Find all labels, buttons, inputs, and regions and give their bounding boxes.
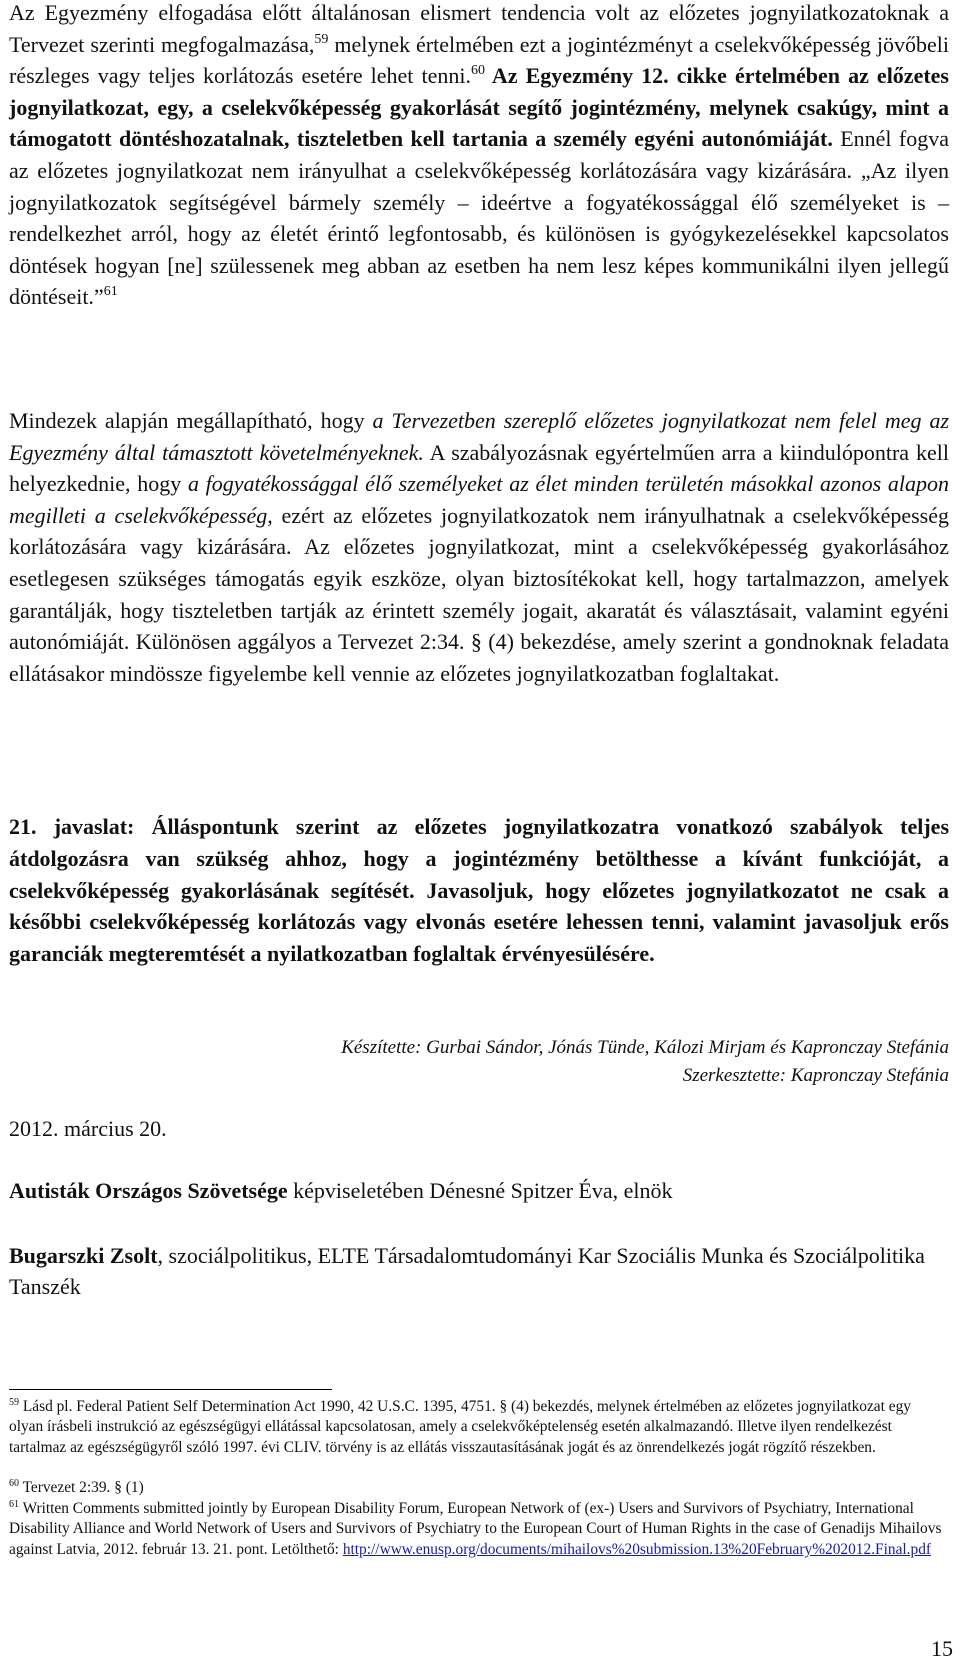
- p2-italic-b: a fogyatékossággal élő személyeket az élet minden területén másokkal azonos alapon megilleti a cselekvőképesség: [9, 471, 949, 528]
- signatory-1: [9, 1175, 949, 1206]
- signatory-2-role: , szociálpolitikus, ELTE Társadalomtudományi Kar Szociális Munka és Szociálpolitika Tanszék: [9, 1243, 925, 1299]
- footnote-61-text: Written Comments submitted jointly by European Disability Forum, European Network of (ex-) Users and Survivors of Psychiatry, International Disability Alliance and World Network of Users and Survivors of Psychiatry to the European Court of Human Rights in the case of Genadijs Mihailovs against Latvia, 2012. február 13. 21. pont. Letölthető:: [9, 1500, 942, 1558]
- edited-by: Szerkesztette: Kapronczay Stefánia: [682, 1065, 949, 1086]
- signatory-2-name: Bugarszki Zsolt: [9, 1243, 158, 1268]
- p2-italic-a: a Tervezetben szereplő előzetes jognyilatkozat nem felel meg az Egyezmény által támasztott követelményeknek.: [9, 408, 950, 465]
- footnote-60-number: 60: [9, 1478, 19, 1489]
- document-date: 2012. március 20.: [9, 1116, 167, 1141]
- p1-text-c: Ennél fogva az előzetes jognyilatkozat nem irányulhat a cselekvőképesség korlátozására vagy kizárására. „Az ilyen jognyilatkozatok segítségével bármely személy – ideértve a fogyatékossággal élő személyeket is – rendelkezhet arról, hogy az életét érintő legfontosabb, és különösen is gyógykezelésekkel kapcsolatos döntések hogyan [ne] szülessenek meg abban az esetben ha nem lesz képes kommunikálni ilyen jellegű döntéseit.”: [9, 126, 949, 310]
- footnote-ref-61[interactable]: 61: [103, 284, 118, 300]
- footnote-60: [9, 1478, 949, 1498]
- footnote-59-number: 59: [9, 1397, 19, 1408]
- signatory-1-role: képviseletében Dénesné Spitzer Éva, elnök: [287, 1178, 673, 1203]
- signatory-2: [9, 1240, 949, 1302]
- proposal-label: javaslat:: [53, 814, 135, 839]
- footnote-61: [9, 1499, 949, 1560]
- p1-text-b: melynek értelmében ezt a jogintézményt a cselekvőképesség jövőbeli részleges vagy teljes korlátozás esetére lehet tenni.: [9, 31, 949, 89]
- paragraph-advance-directive: [9, 0, 949, 313]
- p1-bold-text: Az Egyezmény 12. cikke értelmében az előzetes jognyilatkozat, egy, a cselekvőképesség gyakorlását segítő jogintézmény, melynek csakúgy, mint a támogatott döntéshozatalnak, tiszteletben kell tartania a személy egyéni autonómiáját.: [9, 63, 949, 152]
- footnote-ref-60[interactable]: 60: [470, 63, 485, 79]
- signatory-1-name: Autisták Országos Szövetsége: [9, 1178, 288, 1203]
- proposal-text: Álláspontunk szerint az előzetes jognyilatkozatra vonatkozó szabályok teljes átdolgozásra van szükség ahhoz, hogy a jogintézmény betölthesse a kívánt funkcióját, a cselekvőképesség gyakorlásának segítését. Javasoljuk, hogy előzetes jognyilatkozatot ne csak a későbbi cselekvőképesség korlátozás vagy elvonás esetére lehessen tenni, valamint javasoljuk erős garanciák megteremtését a nyilatkozatban foglaltak érvényesülésére.: [9, 814, 950, 967]
- footnote-60-text: Tervezet 2:39. § (1): [19, 1479, 144, 1496]
- p1-text-a: Az Egyezmény elfogadása előtt általánosan elismert tendencia volt az előzetes jognyilatkozatoknak a Tervezet szerinti megfogalmazása,: [9, 0, 949, 57]
- p2-text-b: A szabályozásnak egyértelműen arra a kiindulópontra kell helyezkednie, hogy: [9, 439, 949, 497]
- page-number: 15: [931, 1636, 953, 1661]
- proposal-21: [9, 811, 949, 970]
- prepared-by: Készítette: Gurbai Sándor, Jónás Tünde, Kálozi Mirjam és Kapronczay Stefánia: [341, 1037, 949, 1058]
- footnote-61-link[interactable]: http://www.enusp.org/documents/mihailovs%20submission.13%20February%202012.Final.pdf: [342, 1540, 932, 1558]
- footnote-59-text: Lásd pl. Federal Patient Self Determination Act 1990, 42 U.S.C. 1395, 4751. § (4) bekezdés, melynek értelmében az előzetes jognyilatkozat egy olyan írásbeli instrukció az egészségügyi ellátással kapcsolatosan, amely a cselekvőképtelenség esetén alkalmazandó. Illetve ilyen rendelkezést tartalmaz az egészségügyről szóló 1997. évi CLIV. törvény is az ellátás visszautasításának jogát és az önrendelkezés jogát rögzítő részekben.: [9, 1398, 911, 1456]
- footnote-ref-59[interactable]: 59: [314, 31, 329, 47]
- footnote-59: [9, 1397, 949, 1458]
- footnote-61-number: 61: [9, 1499, 19, 1510]
- footnote-divider: [9, 1389, 332, 1390]
- p2-text-a: Mindezek alapján megállapítható, hogy: [9, 408, 373, 433]
- proposal-number: 21.: [9, 814, 37, 839]
- paragraph-conclusion: [9, 405, 949, 689]
- credits-block: [189, 1034, 949, 1090]
- p2-text-c: , ezért az előzetes jognyilatkozatok nem irányulhatnak a cselekvőképesség korlátozására vagy kizárására. Az előzetes jognyilatkozat, mint a cselekvőképesség gyakorlásához esetlegesen szükséges támogatás egyik eszköze, olyan biztosítékokat kell, hogy tartalmazzon, amelyek garantálják, hogy tiszteletben tartják az érintett személy jogait, akaratát és választásait, valamint egyéni autonómiáját. Különösen aggályos a Tervezet 2:34. § (4) bekezdése, amely szerint a gondnoknak feladata ellátásakor mindössze figyelembe kell vennie az előzetes jognyilatkozatban foglaltakat.: [9, 502, 949, 686]
